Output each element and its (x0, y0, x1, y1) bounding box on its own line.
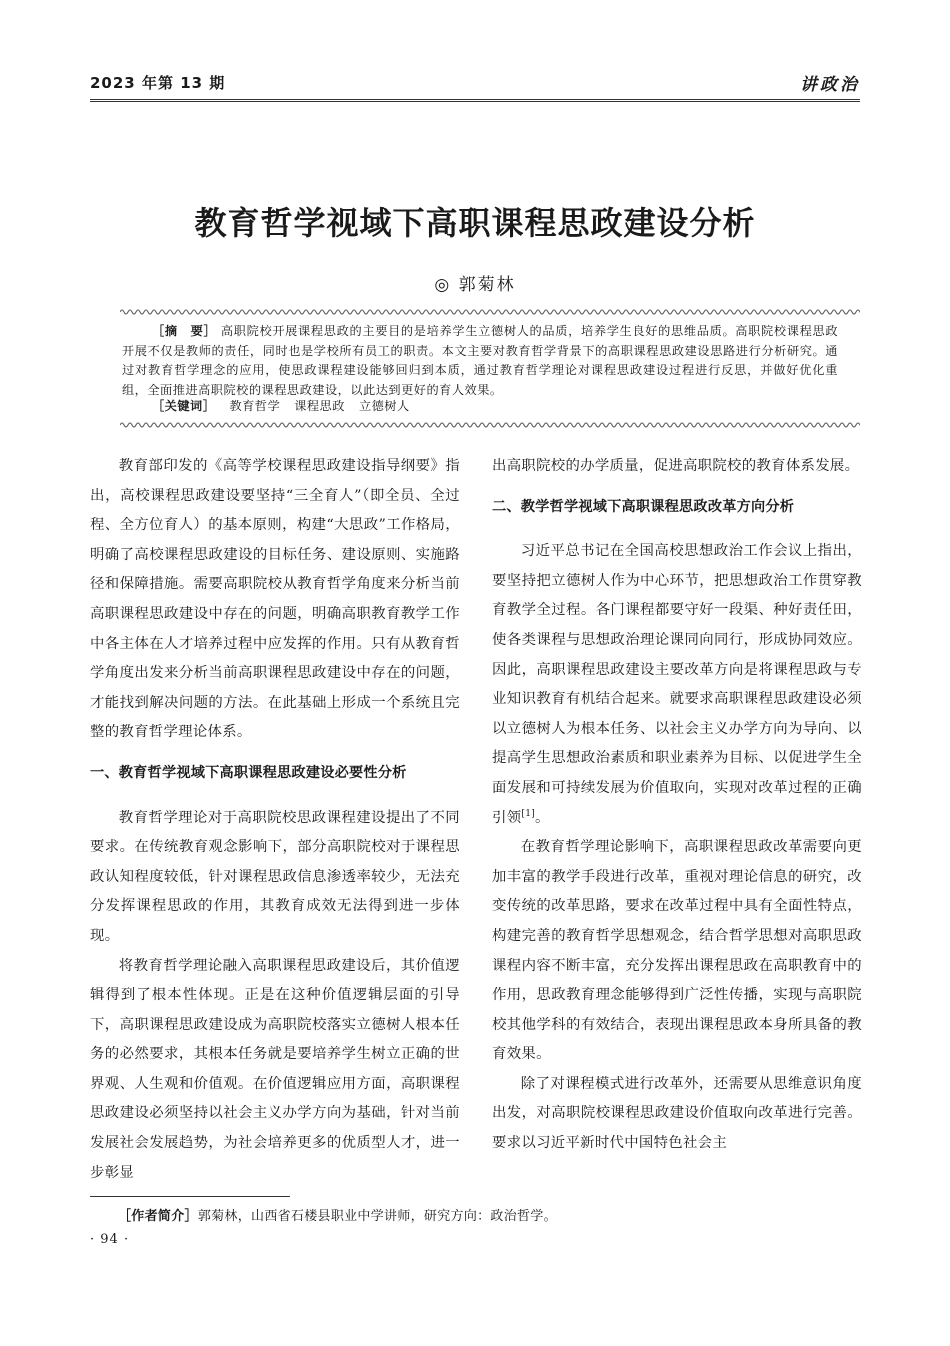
body-paragraph: 除了对课程模式进行改革外，还需要从思维意识角度出发，对高职院校课程思政建设价值取向改革进行完善。要求以习近平新时代中国特色社会主 (492, 1075, 862, 1152)
keywords-label: ［关键词］ (152, 399, 216, 413)
citation-ref[interactable]: [1] (521, 808, 536, 819)
paragraph-end: 。 (535, 809, 550, 826)
page-number: · 94 · (90, 1232, 130, 1247)
author-bio-footnote (118, 1205, 557, 1224)
journal-issue: 2023 年第 13 期 (90, 74, 226, 92)
section-heading-2: 二、教学哲学视域下高职课程思政改革方向分析 (492, 498, 795, 515)
paragraph-text: 习近平总书记在全国高校思想政治工作会议上指出，要坚持把立德树人作为中心环节，把思想政治工作贯穿教育教学全过程。各门课程都要守好一段渠、种好责任田，使各类课程与思想政治理论课同向同行，形成协同效应。因此，高职课程思政建设主要改革方向是将课程思政与专业知识教育有机结合起来。就要求高职课程思政建设必须以立德树人为根本任务、以社会主义办学方向为导向、以提高学生思想政治素质和职业素养为目标、以促进学生全面发展和可持续发展为价值取向，实现对改革过程的正确引领 (492, 543, 862, 826)
keywords (152, 397, 410, 417)
abstract (122, 322, 838, 400)
keyword: 教育哲学 (229, 399, 281, 413)
section-heading-1: 一、教育哲学视域下高职课程思政建设必要性分析 (90, 764, 407, 781)
abstract-label: ［摘 要］ (152, 324, 217, 338)
abstract-text: 高职院校开展课程思政的主要目的是培养学生立德树人的品质，培养学生良好的思维品质。高职院校课程思政开展不仅是教师的责任，同时也是学校所有员工的职责。本文主要对教育哲学背景下的高职课程思政建设思路进行分析研究。通过对教育哲学理念的应用，使思政课程建设能够回归到本质，通过教育哲学理论对课程思政建设过程进行反思，并做好优化重组，全面推进高职院校的课程思政建设，以此达到更好的育人效果。 (122, 324, 839, 397)
body-paragraph: 出高职院校的办学质量，促进高职院校的教育体系发展。 (492, 458, 860, 474)
header-rule (90, 99, 860, 102)
footnote-rule (90, 1196, 290, 1197)
body-paragraph (492, 537, 862, 833)
author-line: ◎ 郭菊林 (434, 275, 516, 295)
body-left-column (90, 452, 460, 1188)
footnote-label: ［作者简介］ (118, 1209, 198, 1224)
article-title: 教育哲学视域下高职课程思政建设分析 (194, 204, 756, 242)
keyword: 立德树人 (358, 399, 410, 413)
wavy-divider-bottom (120, 420, 860, 430)
wavy-divider-top (120, 307, 860, 317)
body-paragraph: 教育部印发的《高等学校课程思政建设指导纲要》指出，高校课程思政建设要坚持“三全育人”（即全员、全过程、全方位育人）的基本原则，构建“大思政”工作格局，明确了高校课程思政建设的目标任务、建设原则、实施路径和保障措施。需要高职院校从教育哲学角度来分析当前高职课程思政建设中存在的问题，明确高职教育教学工作中各主体在人才培养过程中应发挥的作用。只有从教育哲学角度出发来分析当前高职课程思政建设中存在的问题，才能找到解决问题的方法。在此基础上形成一个系统且完整的教育哲学理论体系。 (90, 458, 460, 741)
body-paragraph: 在教育哲学理论影响下，高职课程思政改革需要向更加丰富的教学手段进行改革，重视对理论信息的研究，改变传统的改革思路，要求在改革过程中具有全面性特点，构建完善的教育哲学思想观念，结合哲学思想对高职思政课程内容不断丰富，充分发挥出课程思政在高职教育中的作用，思政教育理念能够得到广泛性传播，实现与高职院校其他学科的有效结合，表现出课程思政本身所具备的教育效果。 (492, 839, 862, 1063)
column-name: 讲政治 (800, 75, 860, 95)
keyword: 课程思政 (294, 399, 345, 413)
footnote-text: 郭菊林，山西省石楼县职业中学讲师，研究方向：政治哲学。 (197, 1209, 557, 1224)
body-paragraph: 教育哲学理论对于高职院校思政课程建设提出了不同要求。在传统教育观念影响下，部分高职院校对于课程思政认知程度较低，针对课程思政信息渗透率较少，无法充分发挥课程思政的作用，其教育成效无法得到进一步体现。 (90, 809, 460, 944)
body-right-column (492, 452, 862, 1159)
body-paragraph: 将教育哲学理论融入高职课程思政建设后，其价值逻辑得到了根本性体现。正是在这种价值逻辑层面的引导下，高职课程思政建设成为高职院校落实立德树人根本任务的必然要求，其根本任务就是要培养学生树立正确的世界观、人生观和价值观。在价值逻辑应用方面，高职课程思政建设必须坚持以社会主义办学方向为基础，针对当前发展社会发展趋势，为社会培养更多的优质型人才，进一步彰显 (90, 957, 460, 1181)
